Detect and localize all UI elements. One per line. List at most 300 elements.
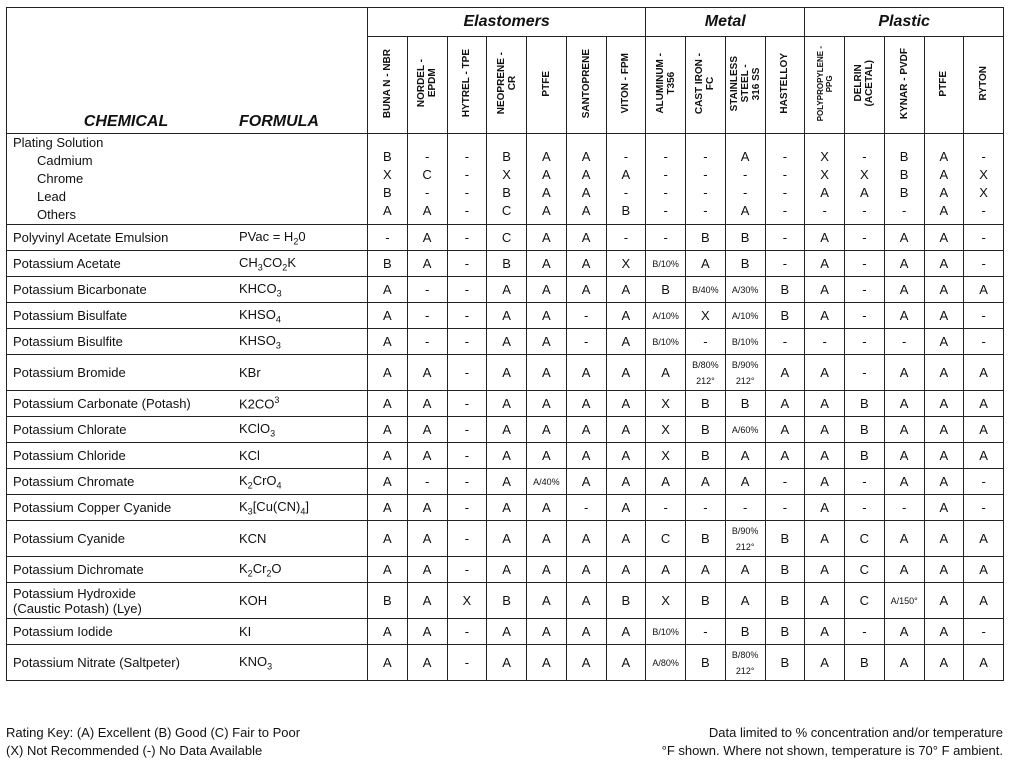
rating-cell: B xyxy=(725,391,765,417)
rating-cell: B xyxy=(606,583,646,619)
formula-part: CO xyxy=(262,254,283,270)
material-label: PTFE xyxy=(938,70,950,97)
material-label: SANTOPRENE xyxy=(580,48,592,119)
rating-cell: A xyxy=(765,391,805,417)
material-header xyxy=(487,37,527,134)
rating-cell: X xyxy=(646,583,686,619)
rating-cell xyxy=(805,134,845,225)
rating-cell: X xyxy=(447,583,487,619)
rating-cell: - xyxy=(447,355,487,391)
rating-value: - xyxy=(782,185,788,200)
rating-cell: A xyxy=(566,521,606,557)
chemical-name: Potassium Chlorate xyxy=(13,422,127,437)
rating-cell: A xyxy=(805,619,845,645)
chemical-name: Potassium Bisulfite xyxy=(13,334,123,349)
formula xyxy=(239,365,261,380)
rating-cell: A xyxy=(566,443,606,469)
limit-note-line-1: Data limited to % concentration and/or temperature xyxy=(708,725,1003,740)
rating-value: - xyxy=(464,149,470,164)
rating-cell: A xyxy=(566,277,606,303)
rating-cell: B xyxy=(725,225,765,251)
rating-cell: A xyxy=(527,277,567,303)
chemical-name: Potassium Acetate xyxy=(13,256,121,271)
rating-cell: - xyxy=(845,619,885,645)
plating-sub-item: Chrome xyxy=(37,171,84,186)
rating-cell: A xyxy=(805,277,845,303)
rating-cell: A xyxy=(606,645,646,681)
rating-cell: A xyxy=(566,645,606,681)
rating-cell: A xyxy=(805,303,845,329)
rating-cell: A xyxy=(924,251,964,277)
rating-value: A xyxy=(422,203,432,218)
formula-part: CrO xyxy=(252,472,277,488)
material-header xyxy=(964,37,1004,134)
material-header xyxy=(606,37,646,134)
chemical-name-cell xyxy=(7,583,368,619)
material-label: CAST IRON - FC xyxy=(694,52,717,115)
formula-part: CH xyxy=(239,254,258,270)
material-header xyxy=(805,37,845,134)
rating-cell: - xyxy=(765,495,805,521)
chemical-name: Potassium Copper Cyanide xyxy=(13,500,172,515)
rating-value: - xyxy=(703,185,708,200)
rating-cell: A xyxy=(884,521,924,557)
rating-cell: A xyxy=(964,355,1004,391)
rating-cell: - xyxy=(845,277,885,303)
rating-cell: A xyxy=(924,329,964,355)
rating-cell xyxy=(845,134,885,225)
formula xyxy=(239,333,281,351)
table-row xyxy=(7,583,1004,619)
rating-value: A xyxy=(581,167,591,182)
limit-note-line-2: °F shown. Where not shown, temperature is 70° F ambient. xyxy=(661,743,1003,758)
material-header xyxy=(646,37,686,134)
rating-cell: A xyxy=(566,619,606,645)
rating-cell: - xyxy=(447,619,487,645)
rating-cell: - xyxy=(845,303,885,329)
rating-cell: A xyxy=(527,391,567,417)
rating-cell: - xyxy=(447,329,487,355)
rating-cell: A xyxy=(884,417,924,443)
rating-cell: B xyxy=(686,443,726,469)
rating-value: A xyxy=(581,185,591,200)
rating-value: B xyxy=(383,149,392,164)
rating-cell xyxy=(527,134,567,225)
chemical-name-cell xyxy=(7,391,368,417)
rating-cell: - xyxy=(566,495,606,521)
rating-value: X xyxy=(860,167,869,182)
rating-cell: - xyxy=(407,469,447,495)
rating-cell: A xyxy=(884,277,924,303)
rating-cell: X xyxy=(646,391,686,417)
rating-cell: A xyxy=(527,303,567,329)
rating-cell: - xyxy=(447,521,487,557)
rating-cell: B xyxy=(765,557,805,583)
rating-cell: A xyxy=(686,251,726,277)
rating-value: - xyxy=(703,203,708,218)
rating-cell: A xyxy=(606,495,646,521)
rating-cell: A xyxy=(805,645,845,681)
rating-cell: B xyxy=(765,583,805,619)
rating-cell: - xyxy=(845,225,885,251)
chemical-formula-pair xyxy=(13,229,367,247)
rating-value: - xyxy=(901,203,907,218)
rating-cell: A/10% xyxy=(646,303,686,329)
rating-value: - xyxy=(862,203,867,218)
rating-cell xyxy=(606,134,646,225)
chemical-name: Potassium Chromate xyxy=(13,474,135,489)
rating-cell: A xyxy=(407,619,447,645)
chemical-formula-pair xyxy=(13,395,367,411)
chemical-formula-pair xyxy=(13,281,367,299)
rating-cell: - xyxy=(845,469,885,495)
rating-cell: B xyxy=(845,391,885,417)
rating-cell: - xyxy=(368,225,408,251)
rating-cell: B/90% 212° xyxy=(725,355,765,391)
rating-cell: A xyxy=(884,355,924,391)
material-label: HASTELLOY xyxy=(779,53,791,114)
rating-cell: A xyxy=(407,521,447,557)
formula-part: K2CO xyxy=(239,396,275,412)
rating-cell: A xyxy=(924,583,964,619)
chemical-name: Potassium Bicarbonate xyxy=(13,282,147,297)
rating-cell: A xyxy=(407,391,447,417)
formula-part: KCN xyxy=(239,531,267,546)
table-row xyxy=(7,645,1004,681)
rating-cell: A xyxy=(407,355,447,391)
rating-cell: A xyxy=(368,443,408,469)
material-header xyxy=(686,37,726,134)
rating-cell: - xyxy=(884,495,924,521)
material-label: NEOPRENE - CR xyxy=(495,52,518,115)
rating-cell: A xyxy=(924,225,964,251)
rating-cell: A xyxy=(805,521,845,557)
formula-part: K xyxy=(239,498,248,514)
rating-cell: A xyxy=(487,391,527,417)
rating-cell: - xyxy=(964,495,1004,521)
chemical-name-cell xyxy=(7,303,368,329)
table-row xyxy=(7,329,1004,355)
chemical-name xyxy=(7,134,368,225)
chemical-name-cell xyxy=(7,521,368,557)
rating-value: A xyxy=(939,185,949,200)
rating-cell: X xyxy=(686,303,726,329)
rating-cell: A xyxy=(527,495,567,521)
rating-cell: A xyxy=(964,443,1004,469)
rating-cell: B xyxy=(686,583,726,619)
rating-cell: C xyxy=(845,583,885,619)
rating-cell: A xyxy=(805,391,845,417)
rating-cell: A xyxy=(566,469,606,495)
chemical-name: Potassium Cyanide xyxy=(13,531,125,546)
formula-part: 3 xyxy=(247,506,253,517)
rating-cell: A xyxy=(805,225,845,251)
rating-value: A xyxy=(542,149,551,164)
rating-cell xyxy=(566,134,606,225)
material-header xyxy=(924,37,964,134)
table-row xyxy=(7,619,1004,645)
table-row xyxy=(7,557,1004,583)
rating-cell xyxy=(884,134,924,225)
formula-part: 0 xyxy=(298,228,306,244)
rating-cell: A xyxy=(566,557,606,583)
rating-cell xyxy=(407,134,447,225)
material-label: BUNA N - NBR xyxy=(381,48,393,119)
rating-cell xyxy=(725,134,765,225)
rating-cell: A xyxy=(566,251,606,277)
rating-cell: A xyxy=(646,557,686,583)
material-label: HYTREL - TPE xyxy=(461,49,473,118)
rating-cell: A xyxy=(606,521,646,557)
rating-value: A xyxy=(740,149,750,164)
rating-value: B xyxy=(899,149,909,164)
table-row xyxy=(7,469,1004,495)
rating-cell: - xyxy=(964,303,1004,329)
rating-value: - xyxy=(663,203,668,218)
rating-cell: A xyxy=(924,557,964,583)
rating-value: - xyxy=(981,149,986,164)
rating-cell: A xyxy=(884,645,924,681)
rating-value: A xyxy=(542,185,551,200)
material-label: VITON - FPM xyxy=(620,53,632,114)
rating-cell: A xyxy=(924,521,964,557)
rating-value: X xyxy=(383,167,392,182)
chemical-name: Potassium Hydroxide (Caustic Potash) (Lye) xyxy=(13,585,142,616)
formula xyxy=(239,473,282,491)
chemical-name: Potassium Bromide xyxy=(13,365,126,380)
formula xyxy=(239,281,282,299)
chemical-formula-pair xyxy=(13,255,367,273)
rating-cell: A xyxy=(606,443,646,469)
rating-cell: A xyxy=(566,391,606,417)
rating-value: B xyxy=(502,185,511,200)
material-header xyxy=(368,37,408,134)
rating-cell: A xyxy=(606,417,646,443)
rating-cell: - xyxy=(447,469,487,495)
material-label: KYNAR - PVDF xyxy=(898,47,910,120)
rating-cell: B xyxy=(845,645,885,681)
formula-part: PVac = H xyxy=(239,228,294,244)
chemical-name-cell xyxy=(7,225,368,251)
rating-cell: A xyxy=(884,251,924,277)
rating-value: A xyxy=(581,203,591,218)
rating-cell: B xyxy=(686,645,726,681)
rating-cell xyxy=(368,134,408,225)
plating-title: Plating Solution xyxy=(13,135,104,150)
chemical-name: Potassium Carbonate (Potash) xyxy=(13,395,191,411)
rating-cell: A/10% xyxy=(725,303,765,329)
rating-cell: A xyxy=(487,277,527,303)
rating-cell xyxy=(924,134,964,225)
rating-value: - xyxy=(782,203,788,218)
table-row xyxy=(7,495,1004,521)
rating-cell: B xyxy=(686,521,726,557)
rating-cell: A xyxy=(566,583,606,619)
rating-cell: - xyxy=(447,277,487,303)
rating-cell: A xyxy=(487,355,527,391)
rating-cell: B/10% xyxy=(646,619,686,645)
rating-value: A xyxy=(939,167,949,182)
chemical-formula-pair xyxy=(13,473,367,491)
chemical-name-cell xyxy=(7,619,368,645)
table-row xyxy=(7,303,1004,329)
rating-cell: B xyxy=(368,583,408,619)
rating-cell: - xyxy=(407,303,447,329)
rating-cell: A xyxy=(646,355,686,391)
chemical-name: Polyvinyl Acetate Emulsion xyxy=(13,230,169,245)
rating-cell: A xyxy=(725,443,765,469)
chemical-formula-pair xyxy=(13,421,367,439)
rating-cell: B/80% 212° xyxy=(686,355,726,391)
rating-cell: A xyxy=(487,557,527,583)
rating-cell: B/10% xyxy=(725,329,765,355)
formula-part: KHCO xyxy=(239,280,277,296)
rating-value: - xyxy=(464,185,470,200)
column-header-area xyxy=(7,8,368,134)
rating-value: A xyxy=(860,185,869,200)
rating-cell: A xyxy=(487,495,527,521)
formula-part: 3 xyxy=(270,428,276,439)
formula-part: 3 xyxy=(257,262,263,273)
chemical-name-cell xyxy=(7,277,368,303)
rating-value: A xyxy=(939,149,949,164)
rating-value: - xyxy=(822,203,827,218)
rating-value: A xyxy=(383,203,392,218)
rating-value: - xyxy=(862,149,867,164)
rating-cell: A xyxy=(765,355,805,391)
rating-cell: B xyxy=(686,391,726,417)
formula xyxy=(239,561,282,579)
rating-cell xyxy=(646,134,686,225)
rating-cell: A xyxy=(884,391,924,417)
rating-value: - xyxy=(663,149,668,164)
chemical-formula-pair xyxy=(13,586,367,616)
rating-cell: A xyxy=(805,443,845,469)
rating-cell: - xyxy=(447,495,487,521)
chemical-formula-pair xyxy=(13,624,367,639)
rating-cell: B/10% xyxy=(646,329,686,355)
rating-cell: A xyxy=(407,583,447,619)
rating-cell: A xyxy=(964,583,1004,619)
rating-value: - xyxy=(464,203,470,218)
rating-cell: - xyxy=(646,225,686,251)
rating-cell: A xyxy=(527,329,567,355)
table-row xyxy=(7,417,1004,443)
rating-cell: A xyxy=(646,469,686,495)
rating-cell: A/30% xyxy=(725,277,765,303)
chemical-name: Potassium Chloride xyxy=(13,448,126,463)
rating-value: A xyxy=(740,203,750,218)
rating-value: - xyxy=(623,149,629,164)
chemical-header: CHEMICAL xyxy=(83,113,169,130)
formula-part: KBr xyxy=(239,365,261,380)
rating-cell: - xyxy=(725,495,765,521)
rating-cell: A xyxy=(487,417,527,443)
group-header-metal: Metal xyxy=(646,8,805,37)
rating-cell: X xyxy=(606,251,646,277)
rating-cell: C xyxy=(646,521,686,557)
rating-cell: A xyxy=(805,495,845,521)
rating-value: A xyxy=(542,167,551,182)
rating-cell: - xyxy=(686,619,726,645)
rating-cell: A xyxy=(606,329,646,355)
material-label: PTFE xyxy=(540,70,552,97)
chemical-name: Potassium Nitrate (Saltpeter) xyxy=(13,655,180,670)
rating-cell: A xyxy=(606,557,646,583)
rating-cell xyxy=(765,134,805,225)
rating-value: X xyxy=(979,185,988,200)
rating-cell: A xyxy=(606,619,646,645)
rating-cell: - xyxy=(845,329,885,355)
rating-cell: - xyxy=(407,329,447,355)
rating-cell: A xyxy=(368,277,408,303)
chemical-formula-pair xyxy=(13,448,367,463)
rating-cell: - xyxy=(765,329,805,355)
rating-cell: A xyxy=(964,645,1004,681)
rating-value: - xyxy=(742,167,748,182)
rating-value: - xyxy=(742,185,748,200)
rating-cell: A xyxy=(527,251,567,277)
rating-cell: A xyxy=(606,277,646,303)
rating-cell: B xyxy=(765,277,805,303)
rating-value: - xyxy=(663,185,668,200)
table-row xyxy=(7,443,1004,469)
formula-part: O xyxy=(271,560,282,576)
formula-part: Cr xyxy=(252,560,267,576)
formula-part: 3 xyxy=(276,288,282,299)
formula-part: 2 xyxy=(247,568,253,579)
rating-cell: A xyxy=(487,645,527,681)
rating-cell: A xyxy=(368,645,408,681)
rating-cell: A xyxy=(527,443,567,469)
rating-cell: A xyxy=(606,303,646,329)
rating-cell: - xyxy=(566,303,606,329)
rating-value: B xyxy=(502,149,511,164)
rating-value: - xyxy=(424,149,430,164)
rating-cell: A xyxy=(924,645,964,681)
table-row xyxy=(7,251,1004,277)
rating-cell: C xyxy=(845,521,885,557)
rating-cell: - xyxy=(964,469,1004,495)
rating-cell: A xyxy=(924,277,964,303)
rating-cell: X xyxy=(646,417,686,443)
chemical-name-cell xyxy=(7,251,368,277)
formula-part: KHSO xyxy=(239,332,276,348)
rating-cell: - xyxy=(964,225,1004,251)
rating-cell: A xyxy=(368,619,408,645)
rating-value: X xyxy=(502,167,511,182)
rating-cell: - xyxy=(407,277,447,303)
rating-cell: B xyxy=(765,521,805,557)
formula-part: 3 xyxy=(267,661,273,672)
rating-cell: B/40% xyxy=(686,277,726,303)
rating-cell: A xyxy=(566,225,606,251)
rating-cell: A xyxy=(527,521,567,557)
rating-value: - xyxy=(424,185,430,200)
rating-cell: A xyxy=(964,417,1004,443)
formula xyxy=(239,624,251,639)
formula-part: KCl xyxy=(239,448,260,463)
rating-cell: A xyxy=(407,645,447,681)
rating-cell: B xyxy=(487,251,527,277)
material-label: DELRIN (ACETAL) xyxy=(853,60,876,107)
rating-cell: A xyxy=(566,417,606,443)
formula-part: KOH xyxy=(239,593,268,608)
chemical-name: Potassium Iodide xyxy=(13,624,113,639)
rating-cell: A xyxy=(805,355,845,391)
chemical-compatibility-table xyxy=(6,7,1004,681)
formula-part: 2 xyxy=(247,480,253,491)
